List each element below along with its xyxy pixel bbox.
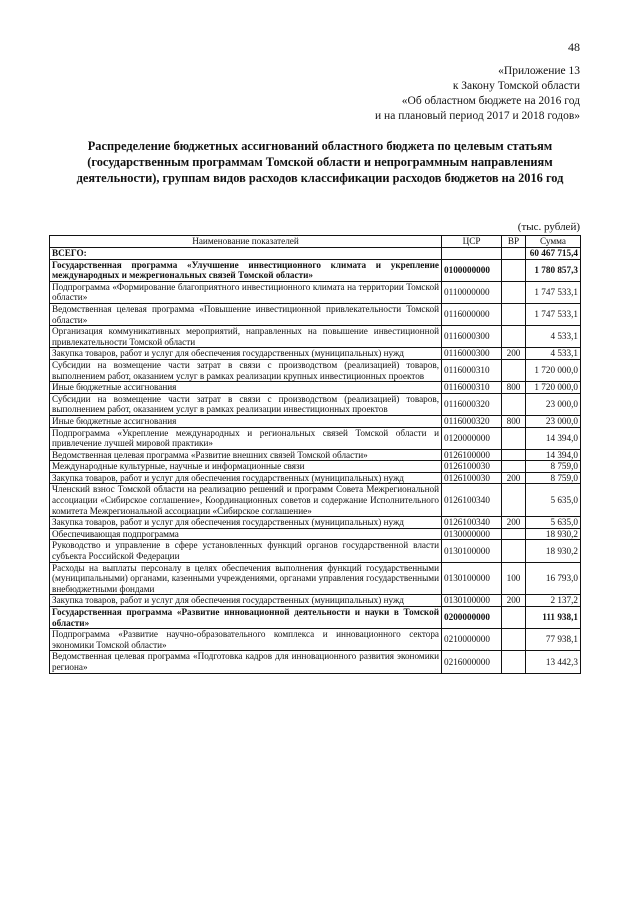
units-label: (тыс. рублей) bbox=[517, 221, 580, 233]
table-row bbox=[50, 528, 581, 540]
cell-name: Организация коммуникативных мероприятий, направленных на повышение инвестиционной привлекательности Томской области bbox=[50, 326, 442, 348]
cell-vr bbox=[502, 248, 526, 260]
cell-csr: 0216000000 bbox=[442, 651, 502, 673]
cell-sum: 4 533,1 bbox=[526, 326, 581, 348]
cell-name: Государственная программа «Улучшение инвестиционного климата и укрепление международных и межрегиональных связей Томской области» bbox=[50, 259, 442, 281]
cell-name: Ведомственная целевая программа «Развитие внешних связей Томской области» bbox=[50, 449, 442, 461]
appendix-header bbox=[280, 64, 580, 124]
table-row bbox=[50, 382, 581, 394]
cell-csr: 0130000000 bbox=[442, 528, 502, 540]
cell-sum: 18 930,2 bbox=[526, 528, 581, 540]
cell-sum: 60 467 715,4 bbox=[526, 248, 581, 260]
table-row bbox=[50, 393, 581, 415]
cell-sum: 14 394,0 bbox=[526, 427, 581, 449]
table-header-row bbox=[50, 236, 581, 248]
cell-sum: 1 720 000,0 bbox=[526, 359, 581, 381]
appendix-line: «Об областном бюджете на 2016 год bbox=[401, 95, 580, 107]
appendix-line: «Приложение 13 bbox=[498, 65, 580, 77]
table-row bbox=[50, 415, 581, 427]
cell-vr bbox=[502, 303, 526, 325]
cell-sum: 5 635,0 bbox=[526, 484, 581, 517]
cell-csr: 0126100000 bbox=[442, 449, 502, 461]
cell-csr: 0120000000 bbox=[442, 427, 502, 449]
cell-name: Государственная программа «Развитие инновационной деятельности и науки в Томской области» bbox=[50, 607, 442, 629]
cell-name: Ведомственная целевая программа «Подготовка кадров для инновационного развития экономики региона» bbox=[50, 651, 442, 673]
table-row bbox=[50, 595, 581, 607]
cell-csr: 0130100000 bbox=[442, 595, 502, 607]
cell-sum: 1 780 857,3 bbox=[526, 259, 581, 281]
budget-table bbox=[49, 235, 581, 674]
cell-vr bbox=[502, 607, 526, 629]
cell-vr: 200 bbox=[502, 348, 526, 360]
cell-vr bbox=[502, 449, 526, 461]
cell-sum: 77 938,1 bbox=[526, 629, 581, 651]
table-row bbox=[50, 248, 581, 260]
cell-vr bbox=[502, 651, 526, 673]
appendix-line: к Закону Томской области bbox=[452, 80, 580, 92]
cell-csr: 0116000300 bbox=[442, 326, 502, 348]
table-row bbox=[50, 607, 581, 629]
cell-name: Международные культурные, научные и информационные связи bbox=[50, 461, 442, 473]
table-row bbox=[50, 540, 581, 562]
cell-sum: 4 533,1 bbox=[526, 348, 581, 360]
cell-csr bbox=[442, 248, 502, 260]
cell-vr bbox=[502, 484, 526, 517]
cell-csr: 0210000000 bbox=[442, 629, 502, 651]
cell-name: Иные бюджетные ассигнования bbox=[50, 415, 442, 427]
cell-vr: 800 bbox=[502, 382, 526, 394]
cell-sum: 8 759,0 bbox=[526, 461, 581, 473]
cell-csr: 0130100000 bbox=[442, 540, 502, 562]
cell-name: Закупка товаров, работ и услуг для обеспечения государственных (муниципальных) нужд bbox=[50, 595, 442, 607]
cell-sum: 2 137,2 bbox=[526, 595, 581, 607]
cell-name: ВСЕГО: bbox=[50, 248, 442, 260]
cell-csr: 0126100030 bbox=[442, 472, 502, 484]
cell-name: Закупка товаров, работ и услуг для обеспечения государственных (муниципальных) нужд bbox=[50, 517, 442, 529]
table-row bbox=[50, 651, 581, 673]
table-row bbox=[50, 359, 581, 381]
cell-csr: 0126100030 bbox=[442, 461, 502, 473]
table-row bbox=[50, 461, 581, 473]
cell-name: Ведомственная целевая программа «Повышение инвестиционной привлекательности Томской области» bbox=[50, 303, 442, 325]
table-row bbox=[50, 562, 581, 595]
cell-sum: 18 930,2 bbox=[526, 540, 581, 562]
cell-vr bbox=[502, 540, 526, 562]
appendix-line: и на плановый период 2017 и 2018 годов» bbox=[375, 110, 580, 122]
cell-csr: 0130100000 bbox=[442, 562, 502, 595]
cell-vr bbox=[502, 528, 526, 540]
cell-name: Подпрограмма «Формирование благоприятного инвестиционного климата на территории Томской области» bbox=[50, 281, 442, 303]
cell-vr: 200 bbox=[502, 595, 526, 607]
header-sum: Сумма bbox=[526, 236, 581, 248]
table-row bbox=[50, 259, 581, 281]
cell-csr: 0116000320 bbox=[442, 393, 502, 415]
cell-csr: 0116000320 bbox=[442, 415, 502, 427]
cell-name: Закупка товаров, работ и услуг для обеспечения государственных (муниципальных) нужд bbox=[50, 348, 442, 360]
header-vr: ВР bbox=[502, 236, 526, 248]
cell-csr: 0126100340 bbox=[442, 484, 502, 517]
cell-csr: 0116000000 bbox=[442, 303, 502, 325]
cell-csr: 0100000000 bbox=[442, 259, 502, 281]
cell-name: Обеспечивающая подпрограмма bbox=[50, 528, 442, 540]
cell-vr: 100 bbox=[502, 562, 526, 595]
cell-vr bbox=[502, 281, 526, 303]
cell-csr: 0110000000 bbox=[442, 281, 502, 303]
table-row bbox=[50, 348, 581, 360]
cell-sum: 13 442,3 bbox=[526, 651, 581, 673]
cell-name: Закупка товаров, работ и услуг для обеспечения государственных (муниципальных) нужд bbox=[50, 472, 442, 484]
cell-csr: 0200000000 bbox=[442, 607, 502, 629]
cell-csr: 0116000310 bbox=[442, 382, 502, 394]
table-body bbox=[50, 248, 581, 674]
cell-name: Членский взнос Томской области на реализацию решений и программ Совета Межрегиональной ассоциации «Сибирское соглашение», Координационных советов и содержание Исполнительного комитета Межрегиональной ассоциации «Сибирское соглашение» bbox=[50, 484, 442, 517]
table-row bbox=[50, 517, 581, 529]
cell-name: Руководство и управление в сфере установленных функций органов государственной власти субъекта Российской Федерации bbox=[50, 540, 442, 562]
cell-vr bbox=[502, 461, 526, 473]
cell-sum: 23 000,0 bbox=[526, 393, 581, 415]
cell-sum: 5 635,0 bbox=[526, 517, 581, 529]
table-row bbox=[50, 326, 581, 348]
cell-sum: 1 747 533,1 bbox=[526, 303, 581, 325]
table-row bbox=[50, 472, 581, 484]
table-row bbox=[50, 484, 581, 517]
header-csr: ЦСР bbox=[442, 236, 502, 248]
cell-csr: 0126100340 bbox=[442, 517, 502, 529]
table-row bbox=[50, 449, 581, 461]
cell-sum: 16 793,0 bbox=[526, 562, 581, 595]
cell-csr: 0116000310 bbox=[442, 359, 502, 381]
cell-vr: 200 bbox=[502, 517, 526, 529]
cell-vr bbox=[502, 326, 526, 348]
table-row bbox=[50, 281, 581, 303]
cell-vr bbox=[502, 629, 526, 651]
cell-sum: 14 394,0 bbox=[526, 449, 581, 461]
cell-sum: 1 747 533,1 bbox=[526, 281, 581, 303]
cell-name: Подпрограмма «Развитие научно-образовательного комплекса и инновационного сектора экономики Томской области» bbox=[50, 629, 442, 651]
cell-sum: 1 720 000,0 bbox=[526, 382, 581, 394]
cell-vr bbox=[502, 393, 526, 415]
cell-csr: 0116000300 bbox=[442, 348, 502, 360]
document-title: Распределение бюджетных ассигнований областного бюджета по целевым статьям (государственным программам Томской области и непрограммным направлениям деятельности), группам видов расходов классификации расходов бюджетов на 2016 год bbox=[76, 139, 564, 185]
cell-sum: 23 000,0 bbox=[526, 415, 581, 427]
cell-vr: 800 bbox=[502, 415, 526, 427]
table-row bbox=[50, 427, 581, 449]
table-row bbox=[50, 303, 581, 325]
cell-name: Расходы на выплаты персоналу в целях обеспечения выполнения функций государственными (муниципальными) органами, казенными учреждениями, органами управления государственными внебюджетными фондами bbox=[50, 562, 442, 595]
table-row bbox=[50, 629, 581, 651]
cell-name: Субсидии на возмещение части затрат в связи с производством (реализацией) товаров, выполнением работ, оказанием услуг в рамках реализации крупных инвестиционных проектов bbox=[50, 359, 442, 381]
cell-vr: 200 bbox=[502, 472, 526, 484]
cell-vr bbox=[502, 427, 526, 449]
cell-name: Подпрограмма «Укрепление международных и региональных связей Томской области и привлечение лучшей мировой практики» bbox=[50, 427, 442, 449]
cell-vr bbox=[502, 359, 526, 381]
page-number: 48 bbox=[568, 40, 580, 54]
header-name: Наименование показателей bbox=[50, 236, 442, 248]
cell-name: Субсидии на возмещение части затрат в связи с производством (реализацией) товаров, выполнением работ, оказанием услуг в рамках реализации инвестиционных проектов bbox=[50, 393, 442, 415]
cell-sum: 111 938,1 bbox=[526, 607, 581, 629]
cell-sum: 8 759,0 bbox=[526, 472, 581, 484]
cell-vr bbox=[502, 259, 526, 281]
cell-name: Иные бюджетные ассигнования bbox=[50, 382, 442, 394]
